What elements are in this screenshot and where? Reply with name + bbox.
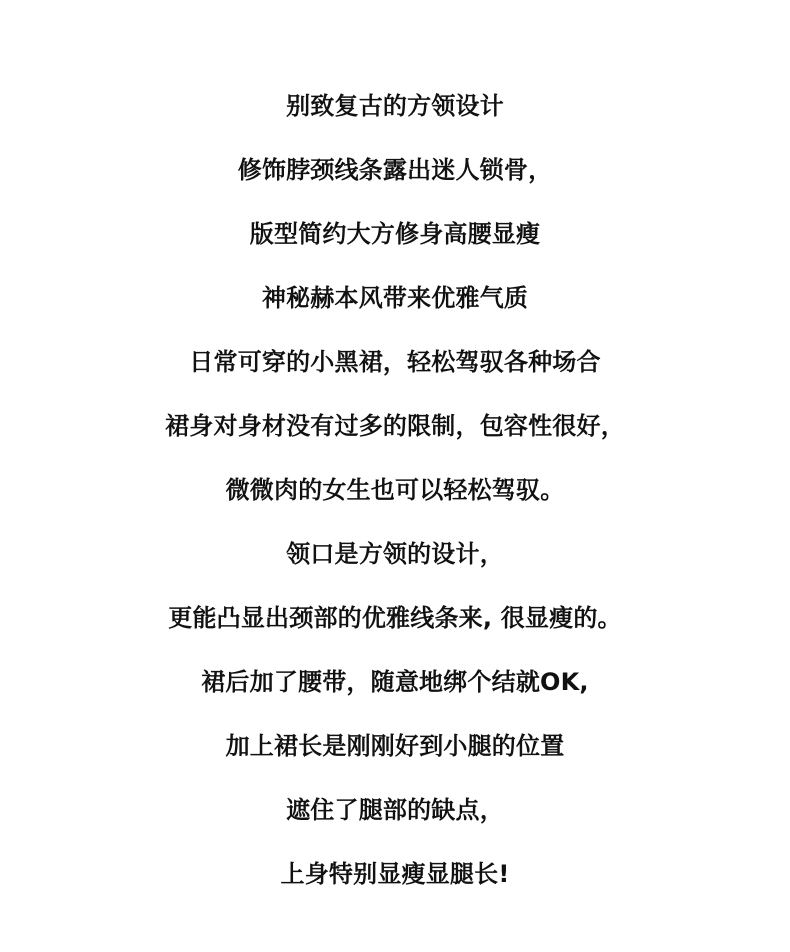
text-line: 裙身对身材没有过多的限制，包容性很好， (165, 412, 625, 440)
text-line: 领口是方领的设计， (286, 540, 504, 568)
text-line: 上身特别显瘦显腿长! (280, 860, 510, 888)
text-line: 别致复古的方领设计 (286, 92, 504, 120)
text-line: 加上裙长是刚刚好到小腿的位置 (225, 732, 565, 760)
text-line: 修饰脖颈线条露出迷人锁骨， (237, 156, 553, 184)
text-line: 微微肉的女生也可以轻松驾驭。 (225, 476, 565, 504)
text-line: 裙后加了腰带，随意地绑个结就OK, (201, 668, 589, 696)
text-line: 遮住了腿部的缺点， (286, 796, 504, 824)
description-text-block (0, 84, 790, 916)
text-line: 神秘赫本风带来优雅气质 (261, 284, 529, 312)
text-line: 更能凸显出颈部的优雅线条来, 很显瘦的。 (168, 604, 622, 632)
text-line: 版型简约大方修身高腰显瘦 (249, 220, 541, 248)
text-line: 日常可穿的小黑裙，轻松驾驭各种场合 (189, 348, 601, 376)
